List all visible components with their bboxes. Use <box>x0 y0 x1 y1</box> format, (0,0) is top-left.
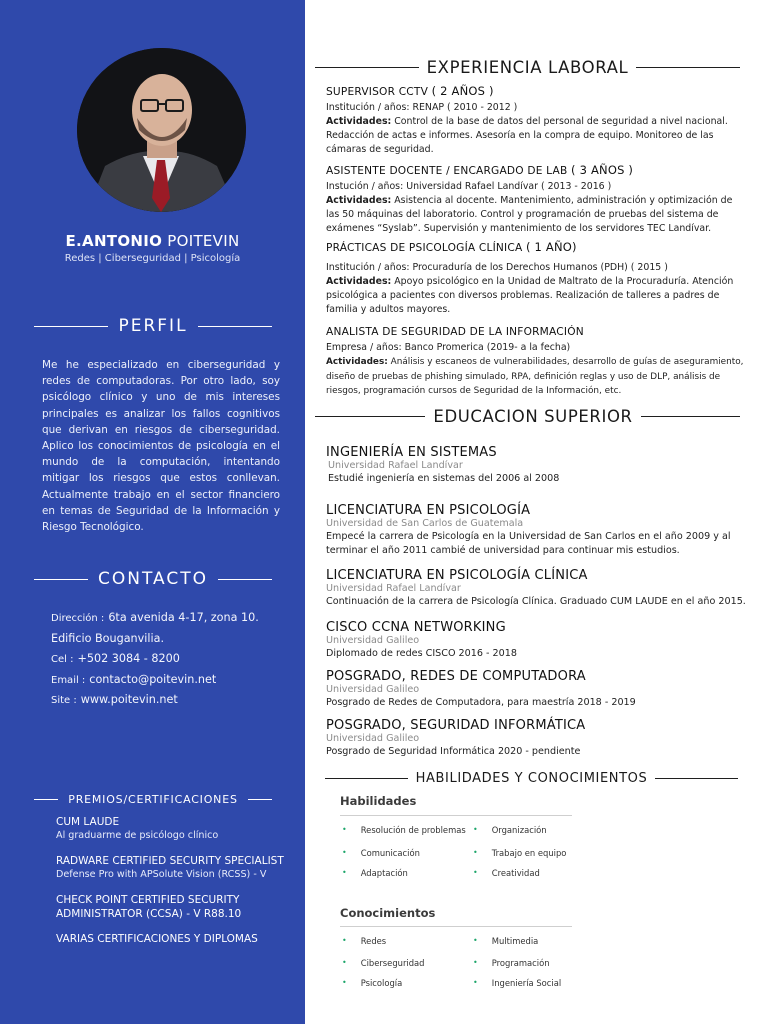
bullet-icon: • <box>473 848 478 857</box>
job-title <box>326 84 746 99</box>
education-school: Universidad Galileo <box>326 684 420 695</box>
job-title-text: SUPERVISOR CCTV <box>326 86 429 98</box>
contact-value: Edificio Bouganvilia. <box>51 631 165 645</box>
name-first: E.ANTONIO <box>65 232 163 250</box>
knowledge-item <box>342 958 424 968</box>
knowledge-item <box>342 978 402 988</box>
job-title-text: ANALISTA DE SEGURIDAD DE LA INFORMACIÓN <box>326 326 584 338</box>
contact-list <box>51 608 291 711</box>
main-content <box>305 0 768 1024</box>
education-title: INGENIERÍA EN SISTEMAS <box>326 445 497 460</box>
job-institution: Institución / años: RENAP ( 2010 - 2012 ) <box>326 102 518 113</box>
education-school: Universidad Galileo <box>326 635 420 646</box>
job-activities <box>326 115 746 157</box>
skill-item <box>342 848 420 858</box>
contact-value: 6ta avenida 4-17, zona 10. <box>108 611 259 624</box>
skill-label: Adaptación <box>360 868 408 878</box>
contact-site <box>51 690 291 711</box>
education-title: CISCO CCNA NETWORKING <box>326 620 506 635</box>
knowledge-item <box>473 936 538 946</box>
contact-phone <box>51 649 291 670</box>
divider <box>315 67 419 68</box>
divider <box>34 799 58 800</box>
knowledge-item <box>473 978 561 988</box>
activities-label: Actividades: <box>326 116 392 127</box>
knowledge-label: Redes <box>360 936 387 946</box>
education-item <box>326 503 746 558</box>
award-item <box>56 815 296 843</box>
job-institution: Instución / años: Universidad Rafael Landívar ( 2013 - 2016 ) <box>326 181 612 192</box>
contact-address-2 <box>51 629 291 650</box>
contact-label: Site : <box>51 695 77 706</box>
knowledge-label: Ingeniería Social <box>491 978 562 988</box>
job-activities <box>326 275 746 317</box>
activities-text: Apoyo psicológico en la Unidad de Maltrato de la Procuraduría. Atención psicológica a pacientes con diversos problemas. Realización de talleres a padres de familia y adultos mayores. <box>326 276 734 315</box>
divider <box>340 926 572 927</box>
job-activities <box>326 194 746 236</box>
contact-address <box>51 608 291 629</box>
person-name <box>0 232 305 250</box>
skill-item <box>473 848 566 858</box>
bullet-icon: • <box>473 825 478 834</box>
skill-item <box>473 868 540 878</box>
bullet-icon: • <box>342 848 347 857</box>
education-school: Universidad Rafael Landívar <box>326 583 461 594</box>
habilidades-heading-label: HABILIDADES Y CONOCIMIENTOS <box>415 771 648 786</box>
award-title: CHECK POINT CERTIFIED SECURITY ADMINISTRATOR (CCSA) - V R88.10 <box>56 894 242 920</box>
experiencia-heading-label: EXPERIENCIA LABORAL <box>426 58 629 77</box>
education-title: POSGRADO, SEGURIDAD INFORMÁTICA <box>326 718 586 733</box>
activities-text: Asistencia al docente. Mantenimiento, administración y optimización de las 50 máquinas del laboratorio. Control y programación de pruebas del sistema de exámenes “Syslab”. Supervisión y mantenimiento de los servidores TEC Landívar. <box>326 195 733 234</box>
job-years: ( 2 AÑOS ) <box>431 84 494 98</box>
activities-label: Actividades: <box>326 276 392 287</box>
sidebar <box>0 0 305 1024</box>
award-item <box>56 893 246 921</box>
job-years: ( 3 AÑOS ) <box>571 163 634 177</box>
skill-label: Comunicación <box>360 848 420 858</box>
job-item <box>326 84 746 157</box>
job-title-text: PRÁCTICAS DE PSICOLOGÍA CLÍNICA <box>326 242 523 254</box>
award-desc: Defense Pro with APSolute Vision (RCSS) - V <box>56 869 267 880</box>
skill-label: Organización <box>491 825 547 835</box>
contact-label: Cel : <box>51 654 74 665</box>
divider <box>340 815 572 816</box>
educacion-heading <box>315 407 740 426</box>
site-link[interactable]: www.poitevin.net <box>80 693 178 706</box>
bullet-icon: • <box>342 825 347 834</box>
education-item <box>326 445 746 486</box>
contact-value: +502 3084 - 8200 <box>77 652 180 665</box>
skill-item <box>342 868 408 878</box>
job-title <box>326 325 746 339</box>
education-school: Universidad de San Carlos de Guatemala <box>326 518 524 529</box>
education-desc: Empecé la carrera de Psicología en la Universidad de San Carlos en el año 2009 y al terminar el año 2011 cambié de universidad para continuar mis estudios. <box>326 531 731 556</box>
education-title: LICENCIATURA EN PSICOLOGÍA CLÍNICA <box>326 568 588 583</box>
job-item <box>326 325 746 399</box>
perfil-heading-label: PERFIL <box>118 316 188 336</box>
bullet-icon: • <box>342 958 347 967</box>
knowledge-item <box>473 958 550 968</box>
bullet-icon: • <box>473 868 478 877</box>
knowledge-item <box>342 936 386 946</box>
contact-label: Email : <box>51 674 86 686</box>
person-subtitle: Redes | Ciberseguridad | Psicología <box>64 253 241 264</box>
job-institution: Institución / años: Procuraduría de los Derechos Humanos (PDH) ( 2015 ) <box>326 262 668 273</box>
bullet-icon: • <box>342 978 347 987</box>
experiencia-heading <box>315 58 740 77</box>
education-desc: Posgrado de Seguridad Informática 2020 - pendiente <box>326 746 581 757</box>
premios-heading-label: PREMIOS/CERTIFICACIONES <box>68 793 238 806</box>
divider <box>218 579 272 580</box>
perfil-text: Me he especializado en ciberseguridad y redes de computadoras. Por otro lado, soy psicólogo clínico y uno de mis intereses principales es analizar los fallos cognitivos que derivan en riesgos de ciberseguridad. Aplico los conocimientos de psicología en el mundo de la computación, intentando mitigar los riesgos que estos conllevan. Actualmente trabajo en el sector financiero en temas de Seguridad de la Información y Riesgo Tecnológico. <box>42 359 280 534</box>
job-title-text: ASISTENTE DOCENTE / ENCARGADO DE LAB <box>326 165 568 177</box>
award-desc: Al graduarme de psicólogo clínico <box>56 830 219 841</box>
job-institution: Empresa / años: Banco Promerica (2019- a la fecha) <box>326 342 571 353</box>
job-activities <box>326 355 746 399</box>
bullet-icon: • <box>473 936 478 945</box>
job-item <box>326 240 746 317</box>
contact-label: Dirección : <box>51 613 105 624</box>
divider <box>641 416 740 417</box>
divider <box>34 579 88 580</box>
perfil-heading <box>34 316 272 336</box>
activities-label: Actividades: <box>326 195 392 206</box>
divider <box>198 326 272 327</box>
award-title: RADWARE CERTIFIED SECURITY SPECIALIST <box>56 855 284 867</box>
skill-label: Trabajo en equipo <box>491 848 567 858</box>
education-title: LICENCIATURA EN PSICOLOGÍA <box>326 503 531 518</box>
bullet-icon: • <box>473 958 478 967</box>
education-item <box>326 718 746 759</box>
knowledge-label: Multimedia <box>491 936 539 946</box>
contact-email <box>51 670 291 691</box>
knowledge-label: Psicología <box>360 978 403 988</box>
knowledge-label: Ciberseguridad <box>360 958 425 968</box>
bullet-icon: • <box>342 936 347 945</box>
education-desc: Continuación de la carrera de Psicología Clínica. Graduado CUM LAUDE en el año 2015. <box>326 596 746 607</box>
activities-label: Actividades: <box>326 357 388 367</box>
skill-label: Creatividad <box>491 868 540 878</box>
divider <box>655 778 738 779</box>
education-desc: Posgrado de Redes de Computadora, para maestría 2018 - 2019 <box>326 697 636 708</box>
education-item <box>326 620 746 661</box>
education-desc: Diplomado de redes CISCO 2016 - 2018 <box>326 648 517 659</box>
educacion-heading-label: EDUCACION SUPERIOR <box>433 407 633 426</box>
activities-text: Control de la base de datos del personal de seguridad a nivel nacional. Redacción de actas e informes. Asesoría en la compra de equipo. Monitoreo de las cámaras de seguridad. <box>326 116 728 155</box>
award-title: CUM LAUDE <box>56 816 120 828</box>
education-item <box>326 669 746 710</box>
skill-label: Resolución de problemas <box>360 825 466 835</box>
divider <box>315 416 425 417</box>
bullet-icon: • <box>473 978 478 987</box>
award-item <box>56 932 296 946</box>
award-item <box>56 854 296 882</box>
education-desc: Estudié ingeniería en sistemas del 2006 al 2008 <box>328 473 560 484</box>
education-school: Universidad Rafael Landívar <box>328 460 463 471</box>
bullet-icon: • <box>342 868 347 877</box>
contacto-heading <box>34 569 272 589</box>
activities-text: Análisis y escaneos de vulnerabilidades, desarrollo de guías de aseguramiento, diseño de pruebas de phishing simulado, RPA, definición reglas y uso de DLP, análisis de riesgos, programación cursos de Seguridad de la Información, etc. <box>326 357 744 396</box>
profile-photo <box>77 48 246 212</box>
skill-item <box>473 825 547 835</box>
knowledge-title: Conocimientos <box>340 906 436 920</box>
awards-list <box>56 815 296 957</box>
contacto-heading-label: CONTACTO <box>98 569 208 589</box>
premios-heading <box>34 793 272 806</box>
award-title: VARIAS CERTIFICACIONES Y DIPLOMAS <box>56 933 258 945</box>
job-years: ( 1 AÑO) <box>526 240 577 254</box>
habilidades-heading <box>325 771 738 786</box>
knowledge-label: Programación <box>491 958 550 968</box>
education-school: Universidad Galileo <box>326 733 420 744</box>
education-item <box>326 568 746 609</box>
job-title <box>326 163 746 178</box>
divider <box>325 778 408 779</box>
name-last: POITEVIN <box>167 232 240 250</box>
email-link[interactable]: contacto@poitevin.net <box>89 672 217 686</box>
skill-item <box>342 825 466 835</box>
divider <box>248 799 272 800</box>
divider <box>636 67 740 68</box>
job-title <box>326 240 746 255</box>
education-title: POSGRADO, REDES DE COMPUTADORA <box>326 669 586 684</box>
job-item <box>326 163 746 236</box>
divider <box>34 326 108 327</box>
skills-title: Habilidades <box>340 794 417 808</box>
